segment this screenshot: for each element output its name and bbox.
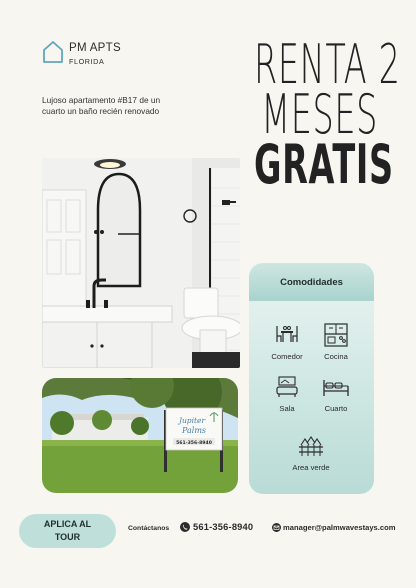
bathroom-photo <box>42 158 240 368</box>
headline-line-3: GRATIS <box>254 133 394 196</box>
sign-name-line-1: Jupiter <box>178 416 206 425</box>
amenity-green-area <box>283 433 339 472</box>
amenity-dining <box>259 322 315 361</box>
listing-description: Lujoso apartamento #B17 de un cuarto un baño recién renovado <box>42 95 161 117</box>
headline-line-2: MESES <box>261 83 378 146</box>
contact-email: manager@palmwavestays.com <box>283 523 396 532</box>
amenity-living-room <box>259 374 315 413</box>
email-link[interactable] <box>272 523 396 532</box>
apply-tour-button[interactable] <box>19 514 116 548</box>
sign-phone: 561-356-8940 <box>176 441 212 446</box>
phone-icon <box>180 522 190 532</box>
amenity-bedroom <box>308 374 364 413</box>
sofa-icon <box>274 374 300 400</box>
amenity-label: Cocina <box>324 352 348 361</box>
amenities-title: Comodidades <box>249 263 374 301</box>
brand-name: PM APTS <box>69 42 121 54</box>
garden-icon <box>297 433 325 459</box>
house-icon <box>42 40 64 64</box>
brand-logo <box>42 40 162 68</box>
sign-name-line-2: Palms <box>181 426 207 435</box>
cta-line-2: TOUR <box>54 532 81 542</box>
phone-link[interactable] <box>180 522 253 532</box>
promo-headline <box>254 33 401 196</box>
contact-label: Contáctanos <box>128 525 170 532</box>
kitchen-icon <box>323 322 349 348</box>
amenity-kitchen <box>308 322 364 361</box>
amenity-label: Area verde <box>292 463 330 472</box>
amenity-label: Comedor <box>271 352 303 361</box>
amenities-card <box>249 263 374 494</box>
amenity-label: Cuarto <box>324 404 348 413</box>
bed-icon <box>321 374 351 400</box>
contact-phone: 561-356-8940 <box>193 522 254 532</box>
cta-line-1: APLICA AL <box>43 519 92 529</box>
email-icon <box>272 523 281 532</box>
property-photo <box>42 378 238 493</box>
headline-line-1: RENTA 2 <box>254 33 401 96</box>
amenity-label: Sala <box>279 404 295 413</box>
brand-region: FLORIDA <box>69 57 105 66</box>
dining-icon <box>274 322 300 348</box>
